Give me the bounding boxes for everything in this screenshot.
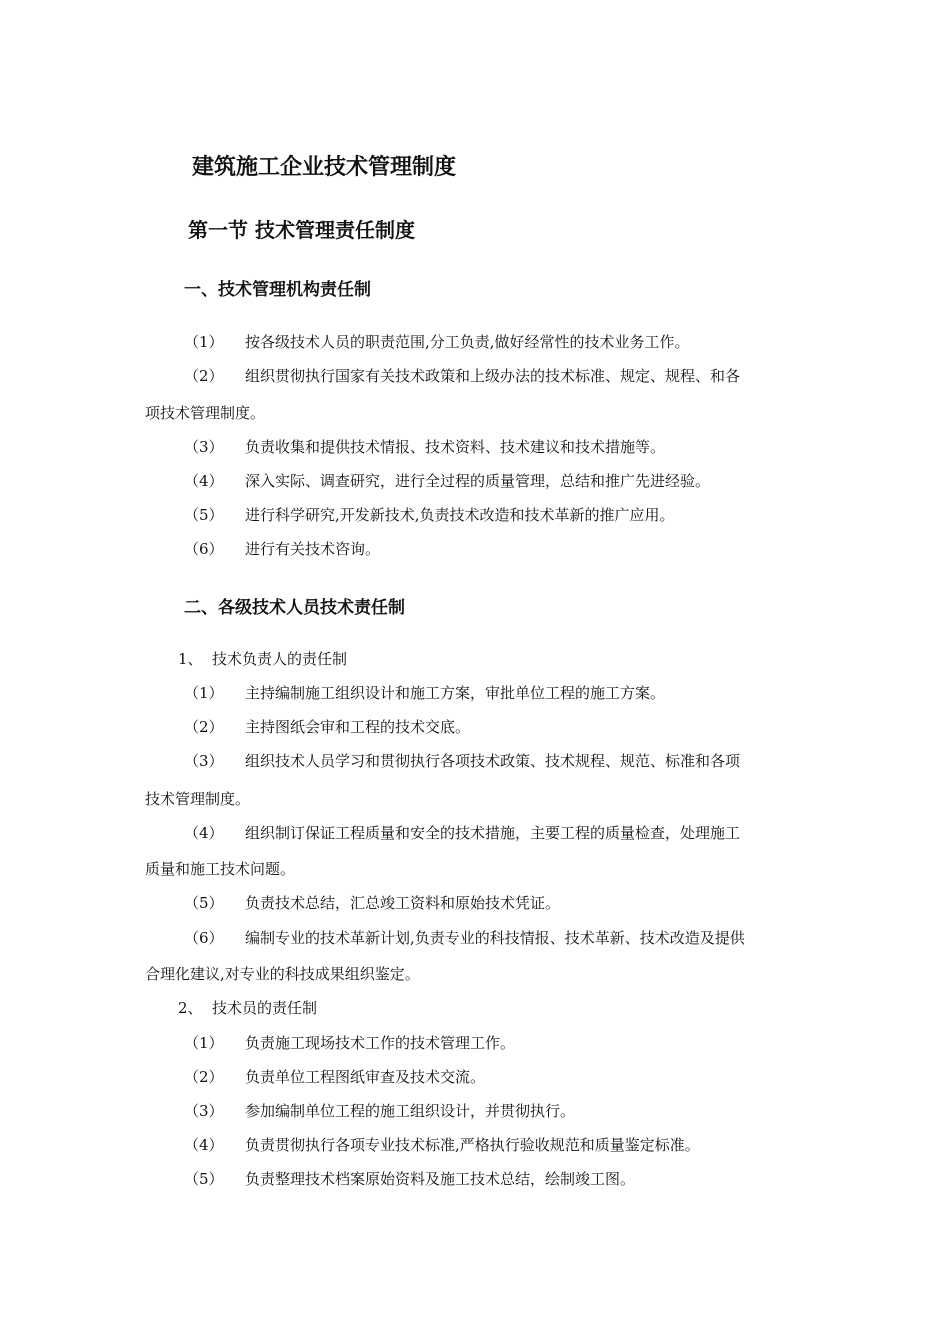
list-item-continuation: 项技术管理制度。 <box>145 404 266 422</box>
list-item-number: （6） <box>184 929 224 947</box>
list-item-continuation: 质量和施工技术问题。 <box>145 860 296 878</box>
list-item-text: 组织技术人员学习和贯彻执行各项技术政策、技术规程、规范、标准和各项 <box>245 752 741 770</box>
list-item-text: 组织制订保证工程质量和安全的技术措施，主要工程的质量检查，处理施工 <box>245 824 741 842</box>
list-item-text: 编制专业的技术革新计划,负责专业的科技情报、技术革新、技术改造及提供 <box>245 929 745 947</box>
list-item-text: 负责单位工程图纸审查及技术交流。 <box>245 1068 486 1086</box>
subsection-label: 技术员的责任制 <box>212 999 318 1017</box>
list-item-number: （5） <box>184 506 224 524</box>
list-item-number: （6） <box>184 540 224 558</box>
subsection-label: 技术负责人的责任制 <box>212 650 348 668</box>
list-item-continuation: 合理化建议,对专业的科技成果组织鉴定。 <box>145 965 420 983</box>
list-item-number: （4） <box>184 824 224 842</box>
list-item-number: （5） <box>184 894 224 912</box>
list-item-text: 参加编制单位工程的施工组织设计，并贯彻执行。 <box>245 1102 576 1120</box>
list-item-text: 主持编制施工组织设计和施工方案，审批单位工程的施工方案。 <box>245 684 666 702</box>
list-item-number: （5） <box>184 1170 224 1188</box>
list-item-number: （1） <box>184 684 224 702</box>
list-item-number: （1） <box>184 1034 224 1052</box>
list-item-number: （3） <box>184 1102 224 1120</box>
section-title: 第一节 技术管理责任制度 <box>188 218 415 242</box>
list-item-text: 按各级技术人员的职责范围,分工负责,做好经常性的技术业务工作。 <box>245 333 690 351</box>
list-item-text: 负责收集和提供技术情报、技术资料、技术建议和技术措施等。 <box>245 438 666 456</box>
list-item-text: 组织贯彻执行国家有关技术政策和上级办法的技术标准、规定、规程、和各 <box>245 367 741 385</box>
list-item-text: 主持图纸会审和工程的技术交底。 <box>245 718 471 736</box>
list-item-text: 深入实际、调查研究，进行全过程的质量管理，总结和推广先进经验。 <box>245 472 711 490</box>
list-item-number: （2） <box>184 718 224 736</box>
list-item-number: （2） <box>184 1068 224 1086</box>
list-item-number: （2） <box>184 367 224 385</box>
list-item-number: （3） <box>184 752 224 770</box>
list-item-text: 进行有关技术咨询。 <box>245 540 381 558</box>
list-item-number: （3） <box>184 438 224 456</box>
list-item-continuation: 技术管理制度。 <box>145 790 251 808</box>
list-item-text: 负责贯彻执行各项专业技术标准,严格执行验收规范和质量鉴定标准。 <box>245 1136 700 1154</box>
list-item-text: 负责整理技术档案原始资料及施工技术总结，绘制竣工图。 <box>245 1170 636 1188</box>
list-item-text: 负责技术总结，汇总竣工资料和原始技术凭证。 <box>245 894 561 912</box>
list-item-text: 负责施工现场技术工作的技术管理工作。 <box>245 1034 516 1052</box>
list-item-number: （4） <box>184 472 224 490</box>
subsection-number: 2、 <box>178 999 203 1017</box>
part1-heading: 一、技术管理机构责任制 <box>184 280 371 300</box>
list-item-text: 进行科学研究,开发新技术,负责技术改造和技术革新的推广应用。 <box>245 506 675 524</box>
document-title: 建筑施工企业技术管理制度 <box>192 155 457 180</box>
part2-heading: 二、各级技术人员技术责任制 <box>184 598 405 618</box>
list-item-number: （1） <box>184 333 224 351</box>
list-item-number: （4） <box>184 1136 224 1154</box>
subsection-number: 1、 <box>178 650 203 668</box>
